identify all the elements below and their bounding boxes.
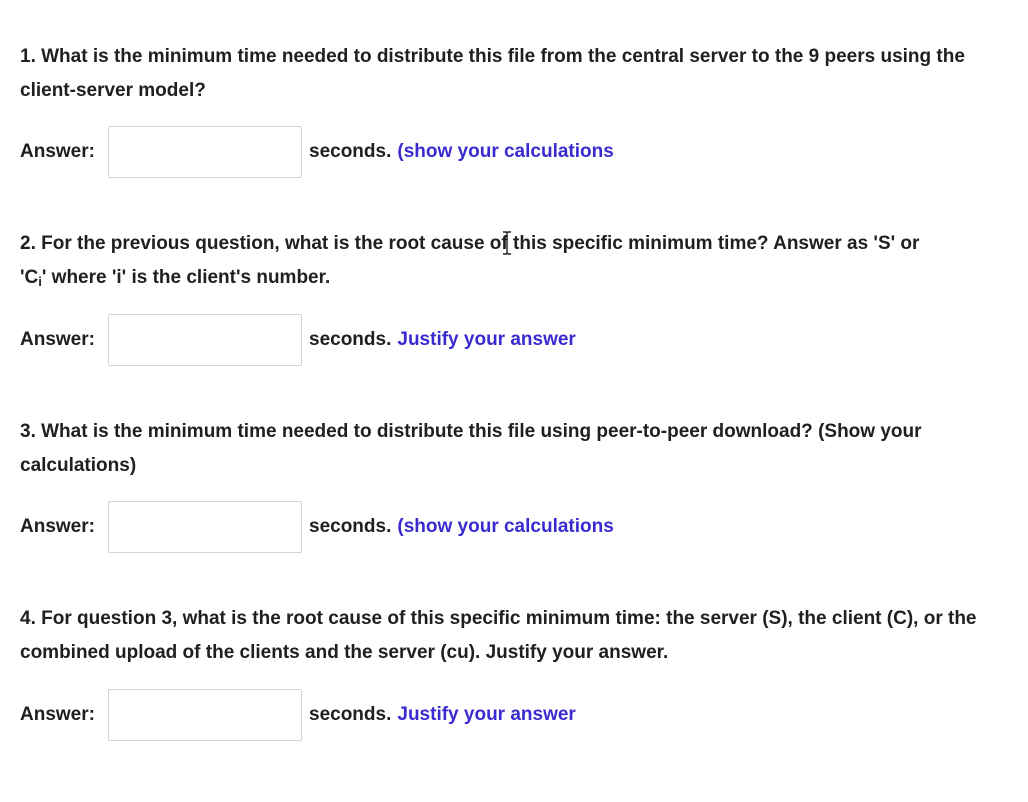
question-2-answer-input[interactable] <box>108 314 302 366</box>
question-2-answer-row <box>20 313 576 367</box>
question-3-hint-link[interactable]: (show your calculations <box>397 516 614 537</box>
unit-label: seconds. <box>309 329 392 350</box>
unit-label: seconds. <box>309 141 392 162</box>
question-2-text <box>20 227 1020 299</box>
unit-label: seconds. <box>309 704 392 725</box>
question-2-text-a: 2. For the previous question, what is the root cause of <box>20 233 508 254</box>
question-1-hint-link[interactable]: (show your calculations <box>397 141 614 162</box>
question-3-answer-row <box>20 500 614 554</box>
question-2-text-d: ' where 'i' is the client's number. <box>41 267 331 288</box>
answer-label: Answer: <box>20 704 95 725</box>
question-1-answer-row <box>20 125 614 179</box>
question-4-text: 4. For question 3, what is the root cause of this specific minimum time: the server (S), the client (C), or the combined upload of the clients and the server (cu). Justify your answer. <box>20 608 977 663</box>
question-4-answer-row <box>20 688 576 742</box>
question-3-text: 3. What is the minimum time needed to distribute this file using peer-to-peer download? (Show your calculations) <box>20 421 922 476</box>
question-4-answer-input[interactable] <box>108 689 302 741</box>
client-index-subscript: i <box>38 274 42 289</box>
question-2-text-b: this specific minimum time? Answer as 'S' or <box>507 233 920 254</box>
question-1-text: 1. What is the minimum time needed to distribute this file from the central server to the 9 peers using the client-server model? <box>20 46 965 101</box>
answer-label: Answer: <box>20 516 95 537</box>
unit-label: seconds. <box>309 516 392 537</box>
question-1-answer-input[interactable] <box>108 126 302 178</box>
question-2-text-c: 'C <box>20 267 39 288</box>
question-2-hint-link[interactable]: Justify your answer <box>397 329 576 350</box>
answer-label: Answer: <box>20 141 95 162</box>
question-3-answer-input[interactable] <box>108 501 302 553</box>
question-4-hint-link[interactable]: Justify your answer <box>397 704 576 725</box>
text-cursor-icon <box>505 231 509 253</box>
answer-label: Answer: <box>20 329 95 350</box>
